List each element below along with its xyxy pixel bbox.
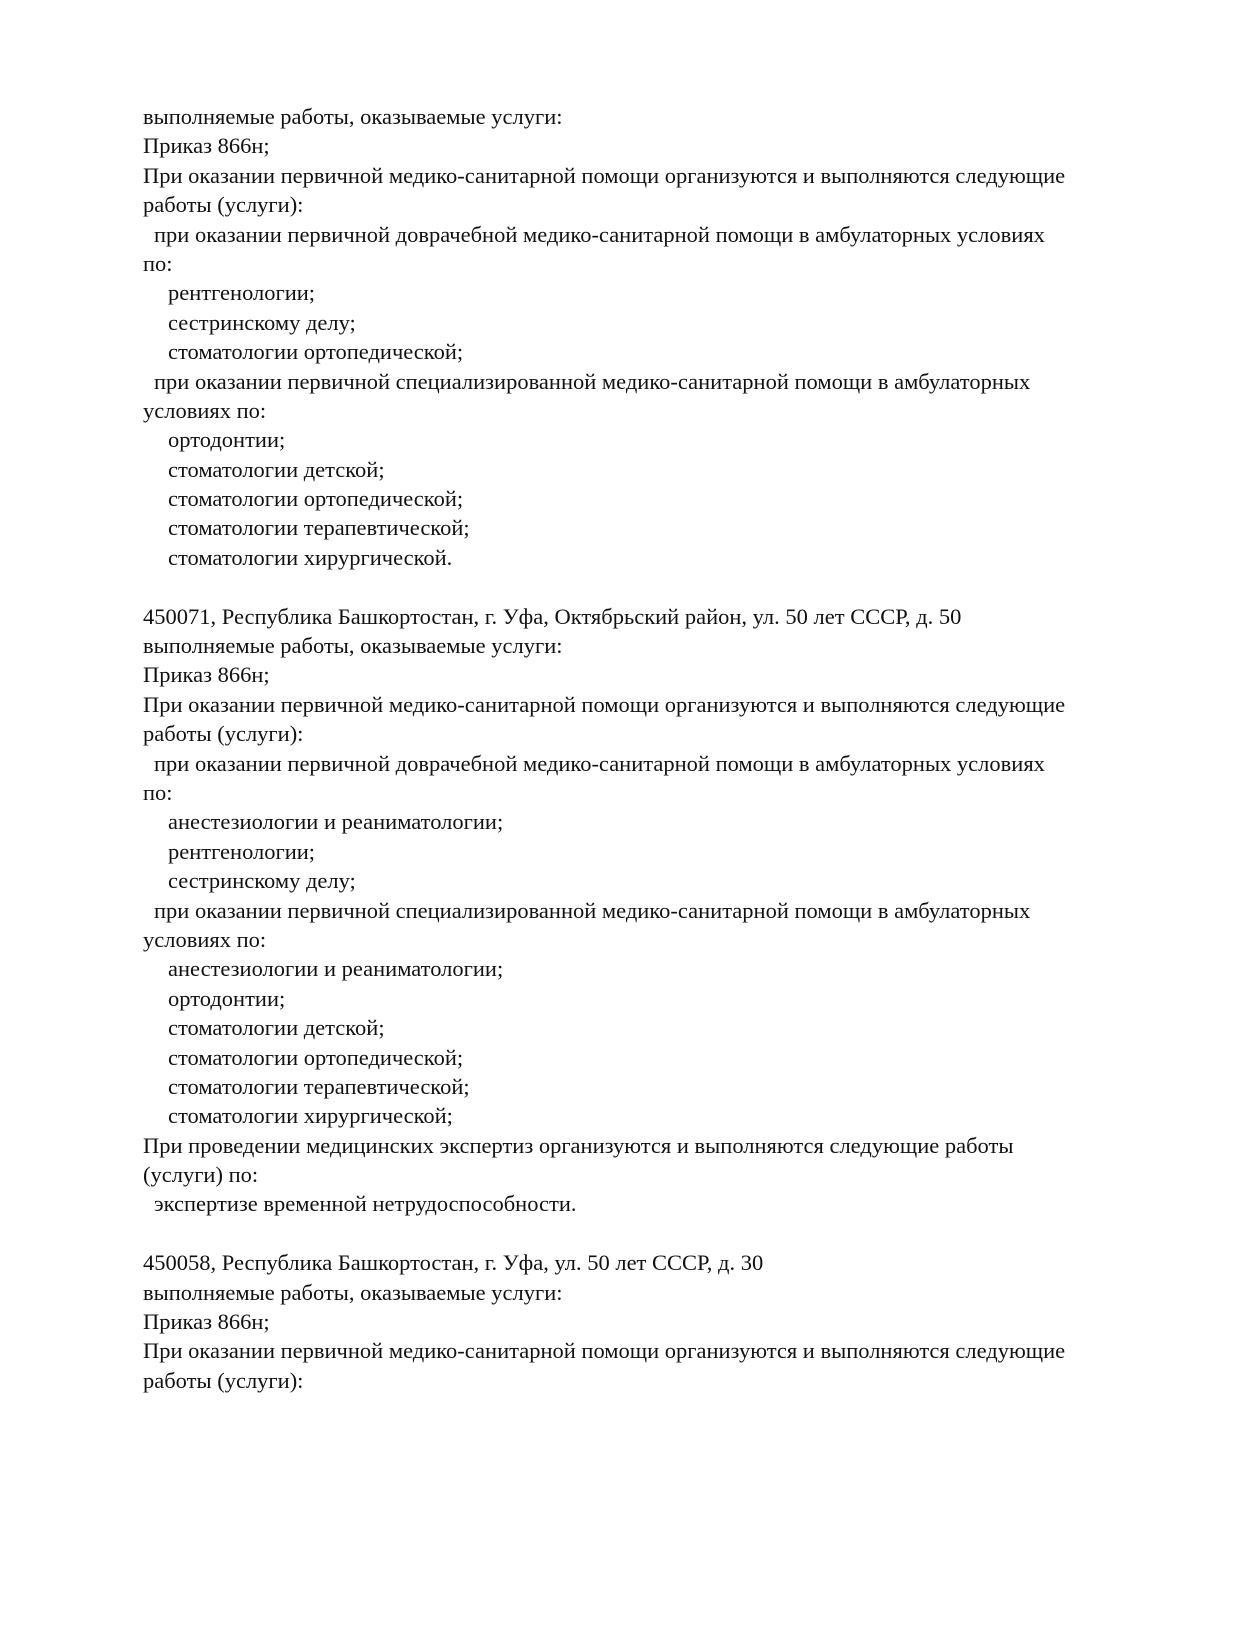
address-line: 450071, Республика Башкортостан, г. Уфа, Октябрьский район, ул. 50 лет СССР, д. 50 [143, 603, 962, 629]
primary-care-intro-cont: работы (услуги): [143, 1367, 304, 1393]
list-item: стоматологии хирургической; [168, 1103, 453, 1129]
list-item: анестезиологии и реаниматологии; [168, 809, 504, 835]
list-item: стоматологии терапевтической; [168, 1073, 470, 1099]
services-heading: выполняемые работы, оказываемые услуги: [143, 104, 563, 129]
document-page [143, 102, 1143, 1395]
list-item: стоматологии хирургической. [168, 544, 453, 570]
list-item: рентгенологии; [168, 280, 316, 306]
prehospital-care-heading: при оказании первичной доврачебной медико-санитарной помощи в амбулаторных условиях [154, 750, 1045, 776]
primary-care-intro-cont: работы (услуги): [143, 721, 304, 747]
list-item: сестринскому делу; [168, 309, 356, 335]
list-item: стоматологии ортопедической; [168, 1044, 464, 1070]
list-item: рентгенологии; [168, 838, 316, 864]
prehospital-care-heading-cont: по: [143, 779, 173, 805]
section-address-30 [143, 1248, 1143, 1395]
order-reference: Приказ 866н; [143, 133, 270, 159]
list-item: стоматологии ортопедической; [168, 486, 464, 512]
expertise-heading: При проведении медицинских экспертиз организуются и выполняются следующие работы [143, 1132, 1014, 1158]
section-spacer [143, 1219, 1143, 1248]
services-heading: выполняемые работы, оказываемые услуги: [143, 633, 563, 659]
section-address-50 [143, 602, 1143, 1219]
list-item: ортодонтии; [168, 985, 286, 1011]
expertise-heading-cont: (услуги) по: [143, 1162, 259, 1188]
specialized-care-heading: при оказании первичной специализированной медико-санитарной помощи в амбулаторных [154, 897, 1031, 923]
list-item: стоматологии детской; [168, 1015, 385, 1041]
list-item: сестринскому делу; [168, 868, 356, 894]
list-item: стоматологии ортопедической; [168, 339, 464, 365]
prehospital-care-heading: при оказании первичной доврачебной медико-санитарной помощи в амбулаторных условиях [154, 221, 1045, 247]
list-item: ортодонтии; [168, 427, 286, 453]
specialized-care-heading-cont: условиях по: [143, 926, 267, 952]
section-continued [143, 102, 1143, 572]
primary-care-intro: При оказании первичной медико-санитарной помощи организуются и выполняются следующие [143, 1338, 1066, 1364]
list-item: стоматологии терапевтической; [168, 515, 470, 541]
primary-care-intro: При оказании первичной медико-санитарной помощи организуются и выполняются следующие [143, 162, 1066, 188]
list-item: анестезиологии и реаниматологии; [168, 956, 504, 982]
order-reference: Приказ 866н; [143, 1309, 270, 1335]
list-item: стоматологии детской; [168, 456, 385, 482]
specialized-care-heading: при оказании первичной специализированной медико-санитарной помощи в амбулаторных [154, 368, 1031, 394]
primary-care-intro-cont: работы (услуги): [143, 192, 304, 218]
services-heading: выполняемые работы, оказываемые услуги: [143, 1279, 563, 1305]
primary-care-intro: При оказании первичной медико-санитарной помощи организуются и выполняются следующие [143, 691, 1066, 717]
specialized-care-heading-cont: условиях по: [143, 397, 267, 423]
order-reference: Приказ 866н; [143, 662, 270, 688]
address-line: 450058, Республика Башкортостан, г. Уфа, ул. 50 лет СССР, д. 30 [143, 1250, 764, 1276]
prehospital-care-heading-cont: по: [143, 250, 173, 276]
list-item: экспертизе временной нетрудоспособности. [154, 1191, 577, 1217]
section-spacer [143, 572, 1143, 601]
